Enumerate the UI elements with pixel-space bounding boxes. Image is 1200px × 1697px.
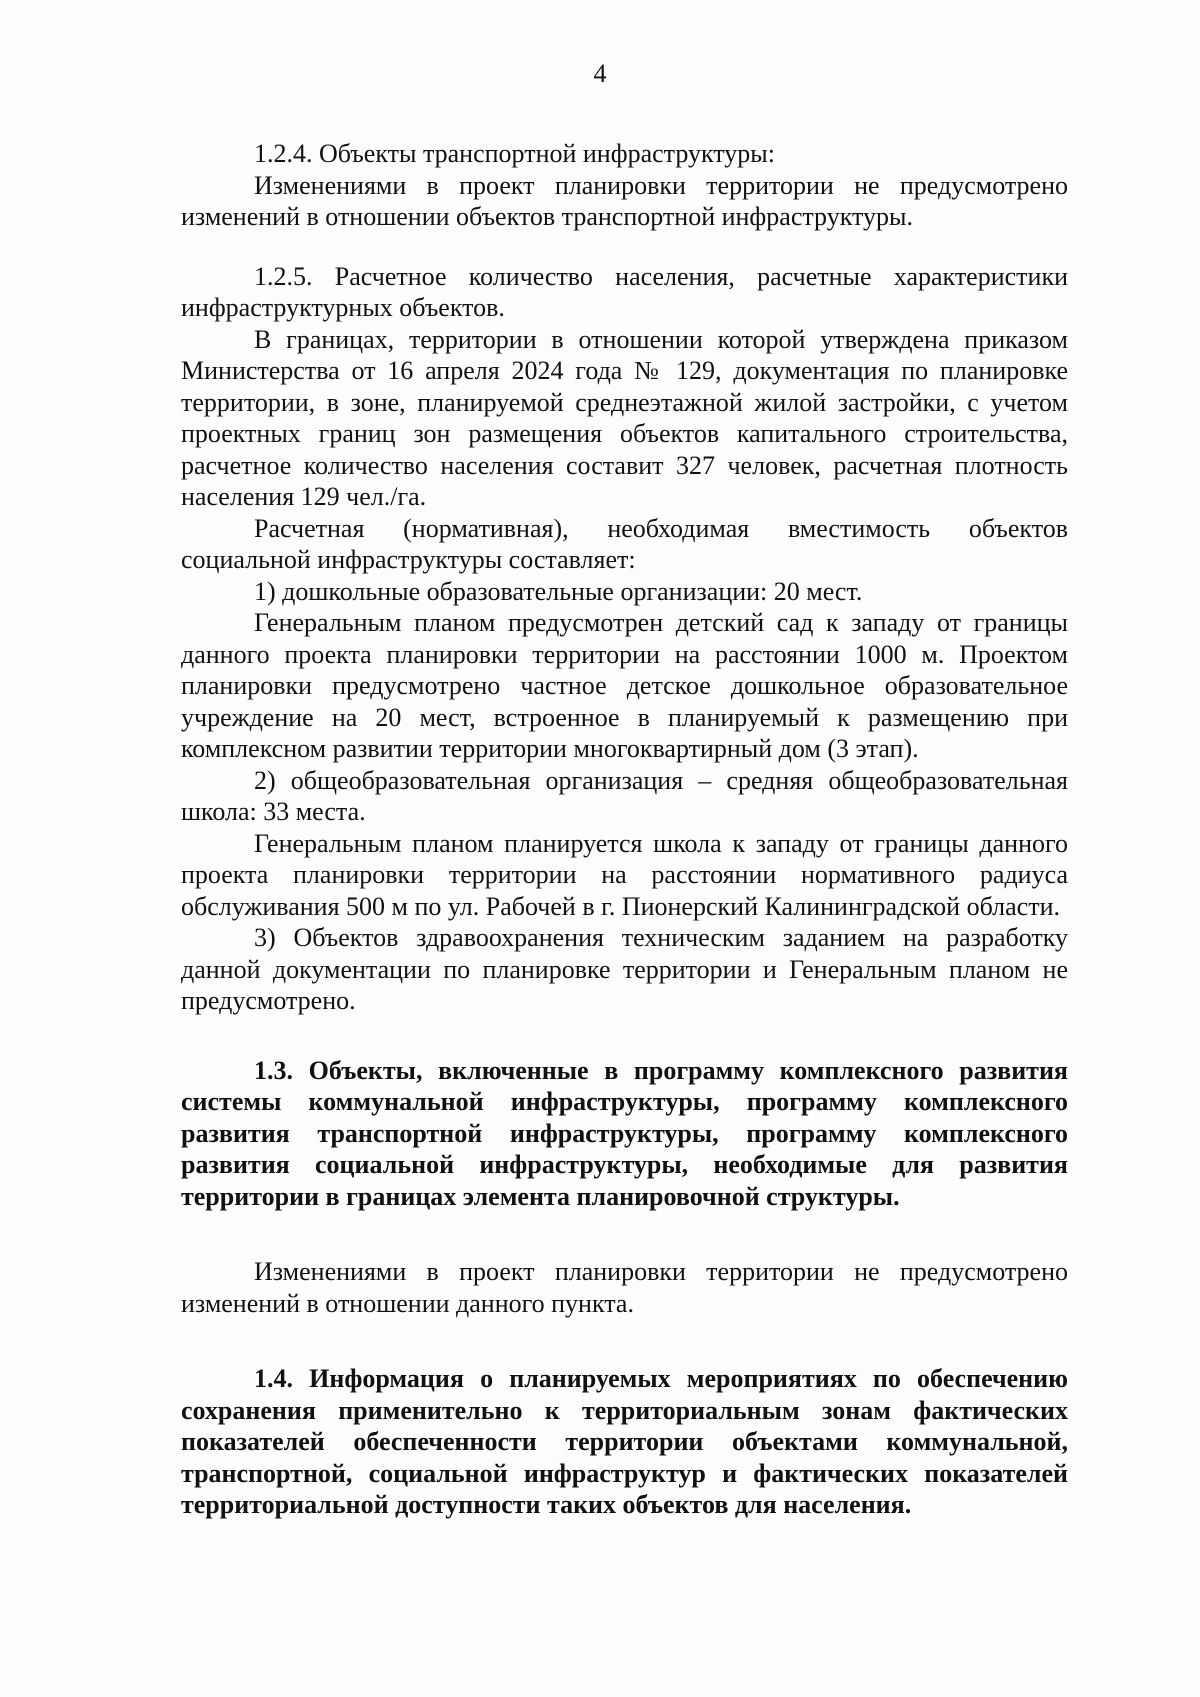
section-1-2-5-title: 1.2.5. Расчетное количество населения, расчетные характеристики инфраструктурных объектов. — [181, 261, 1068, 322]
page-number: 4 — [593, 59, 607, 88]
section-1-2-4-text: Изменениями в проект планировки территории не предусмотрено изменений в отношении объектов транспортной инфраструктуры. — [181, 170, 1068, 231]
section-1-3-text: Изменениями в проект планировки территории не предусмотрено изменений в отношении данного пункта. — [181, 1257, 1068, 1318]
section-1-2-5-paragraph-2: Расчетная (нормативная), необходимая вместимость объектов социальной инфраструктуры составляет: — [181, 513, 1068, 574]
section-1-2-4-title: 1.2.4. Объекты транспортной инфраструктуры: — [254, 139, 775, 168]
list-item-preschool-text: Генеральным планом предусмотрен детский сад к западу от границы данного проекта планировки территории на расстоянии 1000 м. Проектом планировки предусмотрено частное детское дошкольное образовательное учреждение на 20 мест, встроенное в планируемый к размещению при комплексном развитии территории многоквартирный дом (3 этап). — [181, 608, 1068, 763]
list-item-healthcare: 3) Объектов здравоохранения техническим заданием на разработку данной документации по планировке территории и Генеральным планом не предусмотрено. — [181, 923, 1068, 1015]
document-body — [181, 138, 1068, 1521]
list-item-preschool: 1) дошкольные образовательные организации: 20 мест. — [254, 576, 863, 606]
list-item-school-text: Генеральным планом планируется школа к западу от границы данного проекта планировки территории на расстоянии нормативного радиуса обслуживания 500 м по ул. Рабочей в г. Пионерский Калининградской области. — [181, 828, 1068, 921]
section-1-3-heading: 1.3. Объекты, включенные в программу комплексного развития системы коммунальной инфраструктуры, программу комплексного развития транспортной инфраструктуры, программу комплексного развития социальной инфраструктуры, необходимые для развития территории в границах элемента планировочной структуры. — [181, 1055, 1068, 1211]
section-1-2-5-paragraph-1: В границах, территории в отношении которой утверждена приказом Министерства от 16 апреля 2024 года № 129, документация по планировке территории, в зоне, планируемой среднеэтажной жилой застройки, с учетом проектных границ зон размещения объектов капитального строительства, расчетное количество населения составит 327 человек, расчетная плотность населения 129 чел./га. — [181, 324, 1068, 511]
section-1-4-heading: 1.4. Информация о планируемых мероприятиях по обеспечению сохранения применительно к территориальным зонам фактических показателей обеспеченности территории объектами коммунальной, транспортной, социальной инфраструктур и фактических показателей территориальной доступности таких объектов для населения. — [181, 1364, 1068, 1519]
list-item-school: 2) общеобразовательная организация – средняя общеобразовательная школа: 33 места. — [181, 765, 1068, 826]
